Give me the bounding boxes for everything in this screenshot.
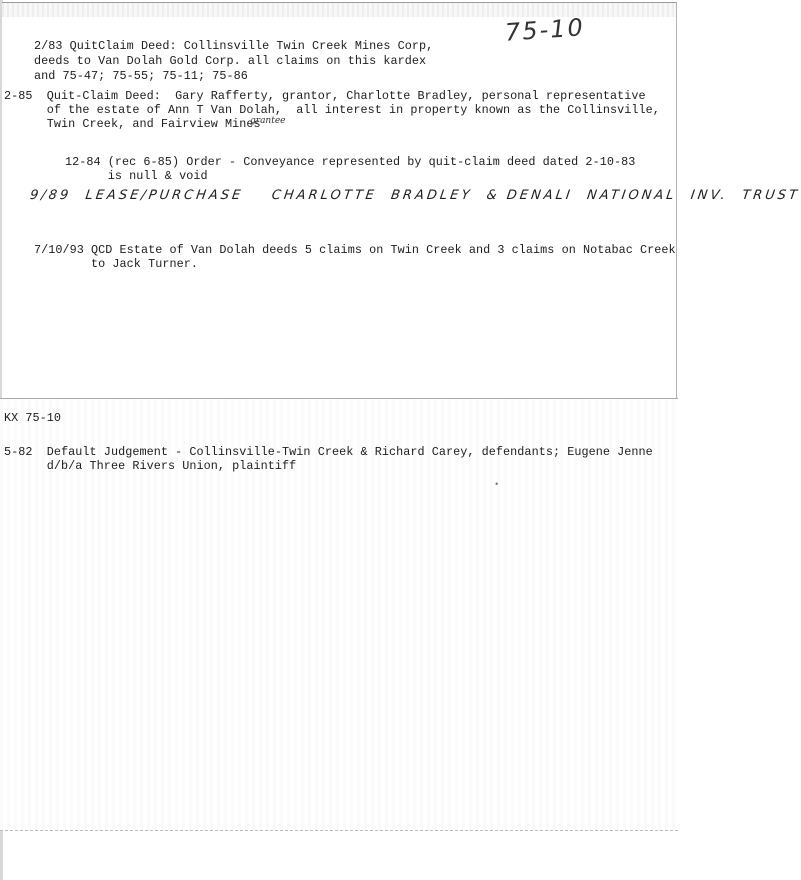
entry-1-line-2: deeds to Van Dolah Gold Corp. all claims on this kardex: [34, 54, 427, 68]
card-2-header: KX 75-10: [4, 411, 62, 425]
handwritten-lease-purchase-entry: 9/89 LEASE/PURCHASE CHARLOTTE BRADLEY & DENALI NATIONAL INV. TRUST: [28, 188, 801, 203]
entry-2-line-3: Twin Creek, and Fairview Mines: [4, 117, 261, 131]
entry-3-line-1: 12-84 (rec 6-85) Order - Conveyance represented by quit-claim deed dated 2-10-83: [65, 155, 636, 169]
card-2-entry-line-2: d/b/a Three Rivers Union, plaintiff: [4, 459, 297, 473]
handwritten-grantee-note: grantee: [250, 116, 286, 126]
entry-4-line-1: 7/10/93 QCD Estate of Van Dolah deeds 5 claims on Twin Creek and 3 claims on Notabac Creek: [34, 243, 676, 257]
entry-4-line-2: to Jack Turner.: [34, 257, 198, 271]
entry-2-line-2: of the estate of Ann T Van Dolah, all interest in property known as the Collinsville,: [4, 103, 660, 117]
entry-2-line-1: 2-85 Quit-Claim Deed: Gary Rafferty, grantor, Charlotte Bradley, personal representative: [4, 89, 646, 103]
card-2-bottom-edge: [0, 830, 678, 831]
speck-mark: •: [494, 480, 500, 490]
entry-1-line-3: and 75-47; 75-55; 75-11; 75-86: [34, 69, 248, 83]
entry-3-line-2: is null & void: [65, 169, 208, 183]
card-2-entry-line-1: 5-82 Default Judgement - Collinsville-Twin Creek & Richard Carey, defendants; Eugene Jenne: [4, 445, 653, 459]
handwritten-kardex-number: 75-10: [504, 13, 586, 47]
entry-1-line-1: 2/83 QuitClaim Deed: Collinsville Twin Creek Mines Corp,: [34, 39, 434, 53]
